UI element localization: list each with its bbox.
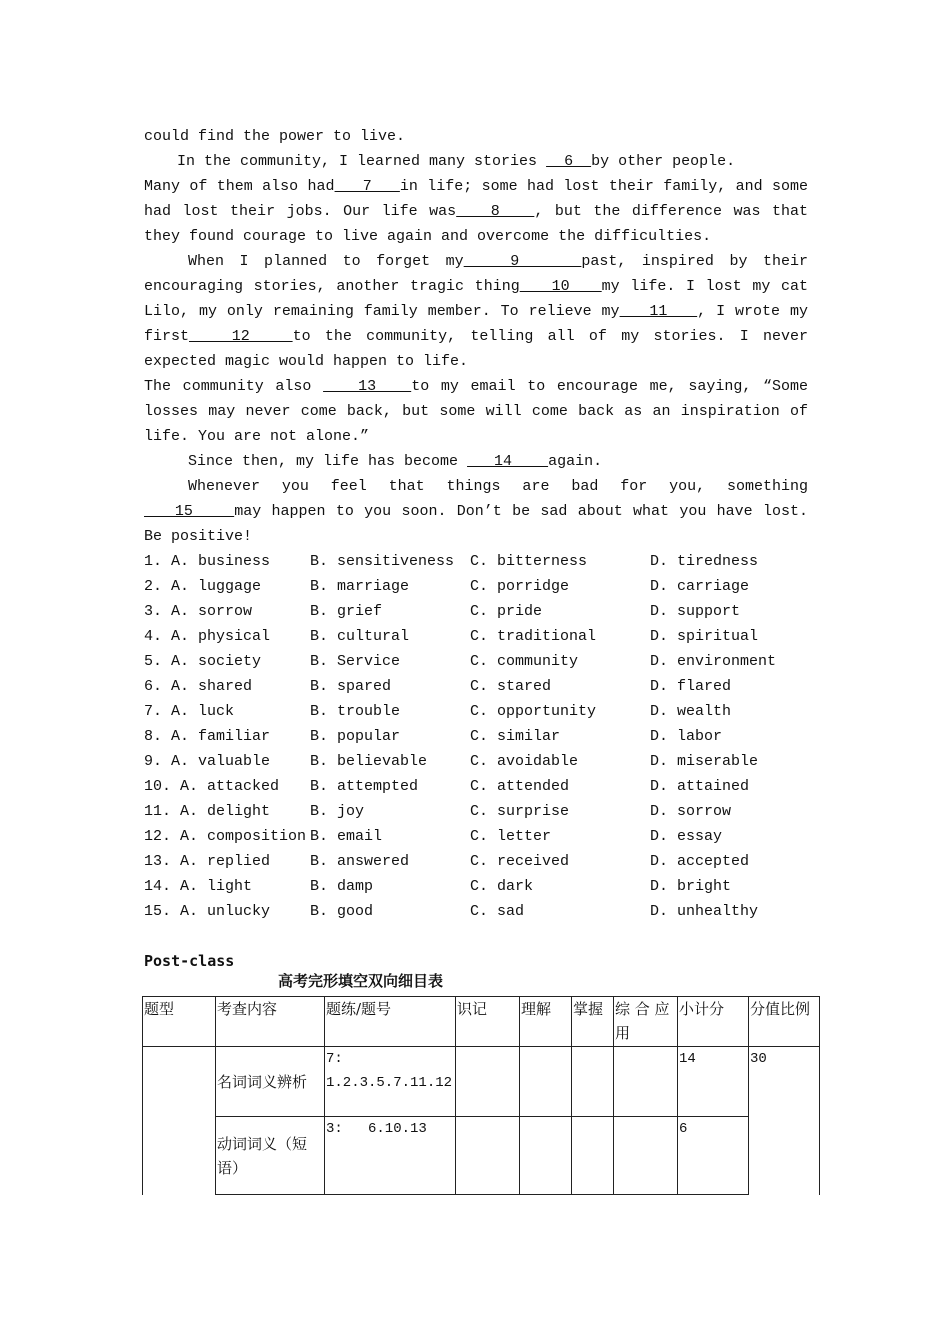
empty-cell [520,1117,572,1195]
passage-paragraph-5: Since then, my life has become 14 again. [188,453,603,470]
header-cell: 理解 [520,997,572,1047]
answer-options [144,549,808,924]
option-row: 13. A. replied B. answered C. received D. accepted [144,853,750,870]
empty-cell [614,1047,678,1117]
header-cell: 题练/题号 [325,997,456,1047]
empty-cell [456,1047,520,1117]
option-row: 10. A. attacked B. attempted C. attended D. attained [144,778,750,795]
content-cell: 名词词义辨析 [216,1047,325,1117]
option-row: 9. A. valuable B. believable C. avoidable D. miserable [144,753,759,770]
option-row: 12. A. composition B. email C. letter D. essay [144,828,723,845]
items-cell: 3: 6.10.13 [325,1117,456,1195]
subtotal-cell: 14 [678,1047,749,1117]
header-cell: 综 合 应用 [614,997,678,1047]
detail-table [142,996,820,1195]
blank-15: 15 [144,503,235,520]
passage-line-0: could find the power to live. [144,128,406,145]
type-cell [143,1047,216,1195]
blank-8: 8 [456,203,535,220]
blank-10: 10 [519,278,602,295]
blank-11: 11 [619,303,698,320]
option-row: 2. A. luggage B. marriage C. porridge D. carriage [144,578,750,595]
empty-cell [572,1047,614,1117]
option-row: 3. A. sorrow B. grief C. pride D. support [144,603,741,620]
option-row: 14. A. light B. damp C. dark D. bright [144,878,732,895]
table-header-row [143,997,820,1047]
option-row: 7. A. luck B. trouble C. opportunity D. wealth [144,703,732,720]
header-cell: 掌握 [572,997,614,1047]
items-cell: 7: 1.2.3.5.7.11.12 [325,1047,456,1117]
subtotal-cell: 6 [678,1117,749,1195]
empty-cell [614,1117,678,1195]
option-row: 15. A. unlucky B. good C. sad D. unhealthy [144,903,759,920]
content-cell: 动词词义（短语） [216,1117,325,1195]
blank-12: 12 [189,328,293,345]
ratio-cell: 30 [749,1047,820,1195]
document-body [144,124,808,974]
section-heading: Post-class [144,952,235,970]
option-row: 1. A. business B. sensitiveness C. bitterness D. tiredness [144,553,759,570]
passage-paragraph-6: Whenever you feel that things are bad for you, something 15 may happen to you soon. Don’t be sad about what you have lost. Be positive! [144,478,808,545]
option-row: 5. A. society B. Service C. community D. environment [144,653,777,670]
header-cell: 分值比例 [749,997,820,1047]
passage-paragraph-4: The community also 13 to my email to encourage me, saying, “Some losses may never come back, but some will come back as an inspiration of life. You are not alone.” [144,378,809,445]
passage-paragraph-1: In the community, I learned many stories 6 by other people. [177,153,736,170]
option-row: 6. A. shared B. spared C. stared D. flared [144,678,732,695]
blank-6: 6 [546,153,592,170]
table-row [143,1047,820,1117]
blank-9: 9 [463,253,582,270]
empty-cell [520,1047,572,1117]
blank-14: 14 [467,453,549,470]
passage-paragraph-3: When I planned to forget my 9 past, inspired by their encouraging stories, another tragic thing 10 my life. I lost my cat Lilo, my only remaining family member. To relieve my 11 , I wrote my first 12 to the community, telling all of my stories. I never expected magic would happen to life. [144,253,809,370]
empty-cell [572,1117,614,1195]
empty-cell [456,1117,520,1195]
passage-paragraph-2: Many of them also had 7 in life; some had lost their family, and some had lost their jobs. Our life was 8 , but the difference was that they found courage to live again and overcome the difficulties. [144,178,808,245]
blank-7: 7 [334,178,400,195]
table-row [143,1117,820,1195]
option-row: 11. A. delight B. joy C. surprise D. sorrow [144,803,732,820]
header-cell: 题型 [143,997,216,1047]
option-row: 4. A. physical B. cultural C. traditional D. spiritual [144,628,759,645]
header-cell: 识记 [456,997,520,1047]
table-title: 高考完形填空双向细目表 [278,972,444,990]
blank-13: 13 [323,378,412,395]
header-cell: 考查内容 [216,997,325,1047]
header-cell: 小计分 [678,997,749,1047]
option-row: 8. A. familiar B. popular C. similar D. labor [144,728,723,745]
